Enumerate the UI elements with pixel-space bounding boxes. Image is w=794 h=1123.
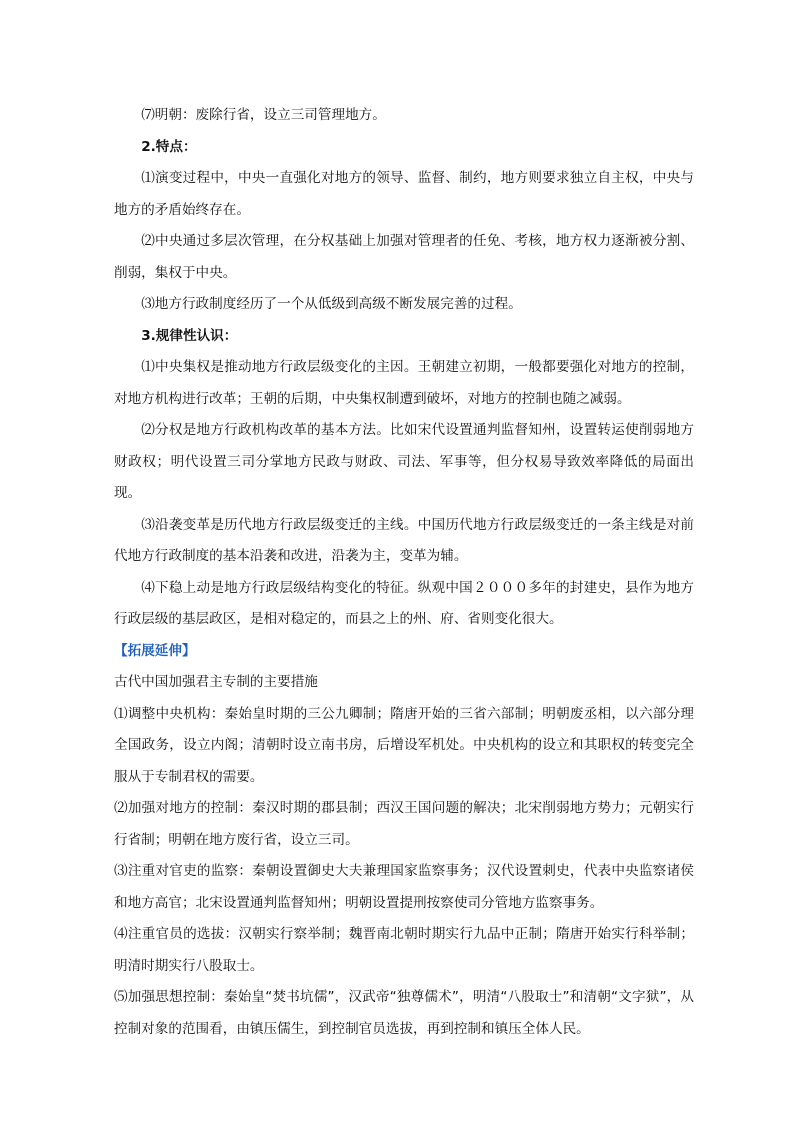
pattern-item: ⑴中央集权是推动地方行政层级变化的主因。王朝建立初期，一般都要强化对地方的控制，对地方机构进行改革；王朝的后期，中央集权制遭到破坏，对地方的控制也随之减弱。 <box>114 359 694 407</box>
measure-item: ⑶注重对官吏的监察：秦朝设置御史大夫兼理国家监察事务；汉代设置刺史，代表中央监察诸侯和地方高官；北宋设置通判监督知州；明朝设置提刑按察使司分管地方监察事务。 <box>114 863 694 911</box>
feature-item: ⑴演变过程中，中央一直强化对地方的领导、监督、制约，地方则要求独立自主权，中央与地方的矛盾始终存在。 <box>114 170 694 218</box>
measure-item: ⑸加强思想控制：秦始皇“焚书坑儒”，汉武帝“独尊儒术”，明清“八股取士”和清朝“文字狱”，从控制对象的范围看，由镇压儒生，到控制官员选拔，再到控制和镇压全体人民。 <box>114 989 694 1037</box>
measure-item: ⑷注重官员的选拔：汉朝实行察举制；魏晋南北朝时期实行九品中正制；隋唐开始实行科举制；明清时期实行八股取士。 <box>114 926 694 974</box>
extension-subtitle: 古代中国加强君主专制的主要措施 <box>114 674 318 690</box>
measure-item: ⑵加强对地方的控制：秦汉时期的郡县制；西汉王国问题的解决；北宋削弱地方势力；元朝实行行省制；明朝在地方废行省，设立三司。 <box>114 800 694 848</box>
document-page <box>114 100 694 1045</box>
features-heading: 2.特点： <box>141 138 197 155</box>
patterns-heading: 3.规律性认识： <box>141 327 238 344</box>
feature-item: ⑵中央通过多层次管理，在分权基础上加强对管理者的任免、考核，地方权力逐渐被分割、削弱，集权于中央。 <box>114 233 694 281</box>
extension-heading: 【拓展延伸】 <box>114 642 196 659</box>
feature-item: ⑶地方行政制度经历了一个从低级到高级不断发展完善的过程。 <box>141 296 522 312</box>
pattern-item: ⑶沿袭变革是历代地方行政层级变迁的主线。中国历代地方行政层级变迁的一条主线是对前代地方行政制度的基本沿袭和改进，沿袭为主，变革为辅。 <box>114 516 694 564</box>
measure-item: ⑴调整中央机构：秦始皇时期的三公九卿制；隋唐开始的三省六部制；明朝废丞相，以六部分理全国政务，设立内阁；清朝时设立南书房，后增设军机处。中央机构的设立和其职权的转变完全服从于专制君权的需要。 <box>114 705 694 785</box>
ming-item: ⑺明朝：废除行省，设立三司管理地方。 <box>141 107 386 123</box>
pattern-item: ⑵分权是地方行政机构改革的基本方法。比如宋代设置通判监督知州，设置转运使削弱地方财政权；明代设置三司分掌地方民政与财政、司法、军事等，但分权易导致效率降低的局面出现。 <box>114 422 694 501</box>
pattern-item: ⑷下稳上动是地方行政层级结构变化的特征。纵观中国２０００多年的封建史，县作为地方行政层级的基层政区，是相对稳定的，而县之上的州、府、省则变化很大。 <box>114 579 694 627</box>
